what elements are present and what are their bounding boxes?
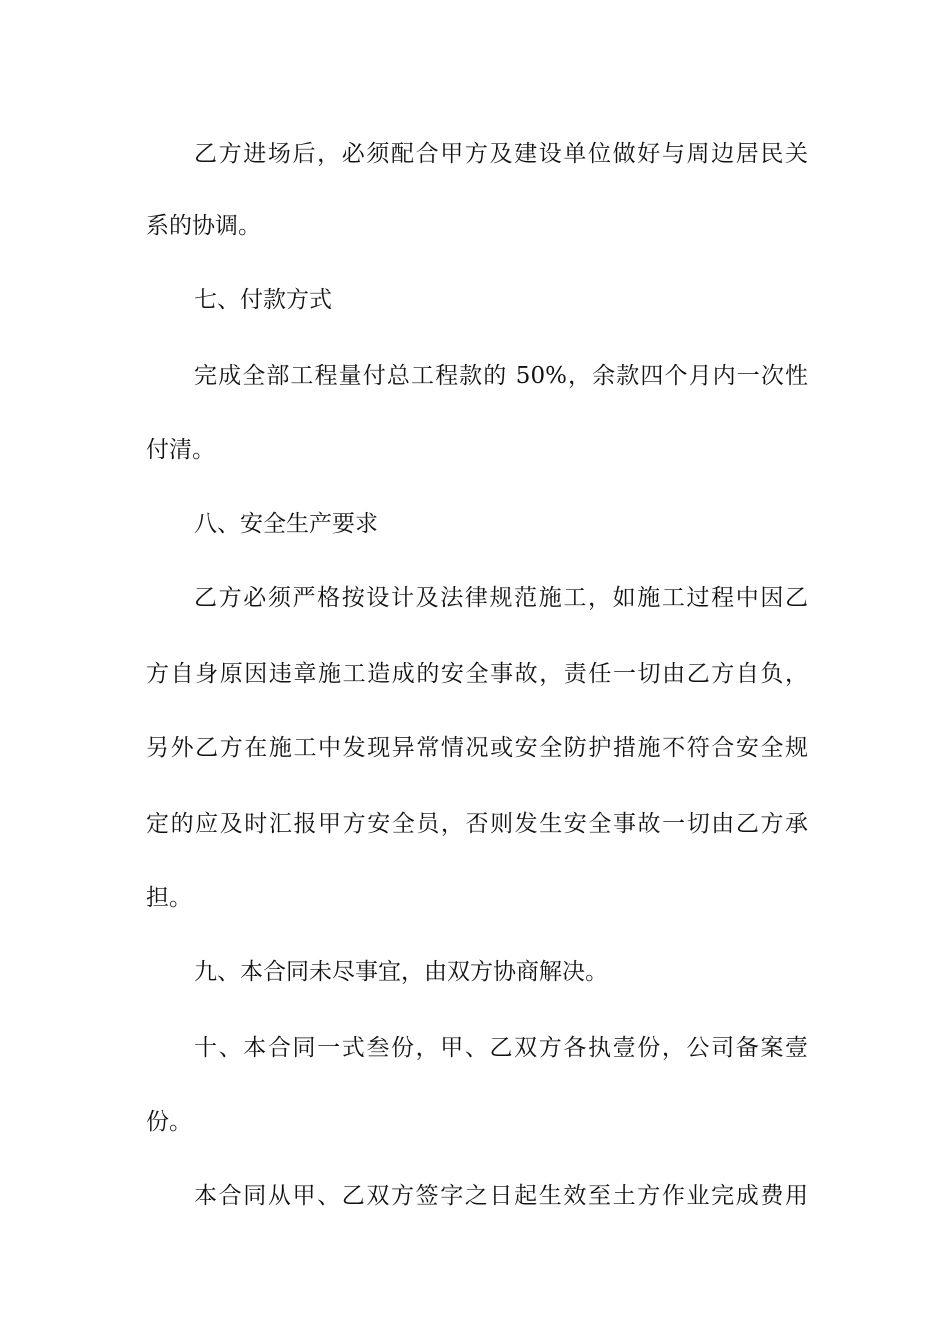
clause-nine: 九、本合同未尽事宜，由双方协商解决。 [194,959,608,985]
paragraph-line: 本合同从甲、乙双方签字之日起生效至土方作业完成费用 [194,1183,808,1209]
section-heading-payment: 七、付款方式 [194,287,332,313]
paragraph-line: 方自身原因违章施工造成的安全事故，责任一切由乙方自负， [146,661,808,687]
paragraph-line: 乙方必须严格按设计及法律规范施工，如施工过程中因乙 [194,585,808,611]
paragraph-line: 担。 [146,885,192,911]
clause-ten-line: 份。 [146,1109,192,1135]
paragraph-line: 系的协调。 [146,213,261,239]
paragraph-line: 另外乙方在施工中发现异常情况或安全防护措施不符合安全规 [146,735,808,761]
section-heading-safety: 八、安全生产要求 [194,511,378,537]
clause-ten-line: 十、本合同一式叁份，甲、乙双方各执壹份，公司备案壹 [194,1035,808,1061]
paragraph-line: 付清。 [146,437,215,463]
paragraph-line: 完成全部工程量付总工程款的 50%，余款四个月内一次性 [194,363,808,389]
paragraph-line: 乙方进场后，必须配合甲方及建设单位做好与周边居民关 [194,141,808,167]
paragraph-line: 定的应及时汇报甲方安全员，否则发生安全事故一切由乙方承 [146,811,808,837]
